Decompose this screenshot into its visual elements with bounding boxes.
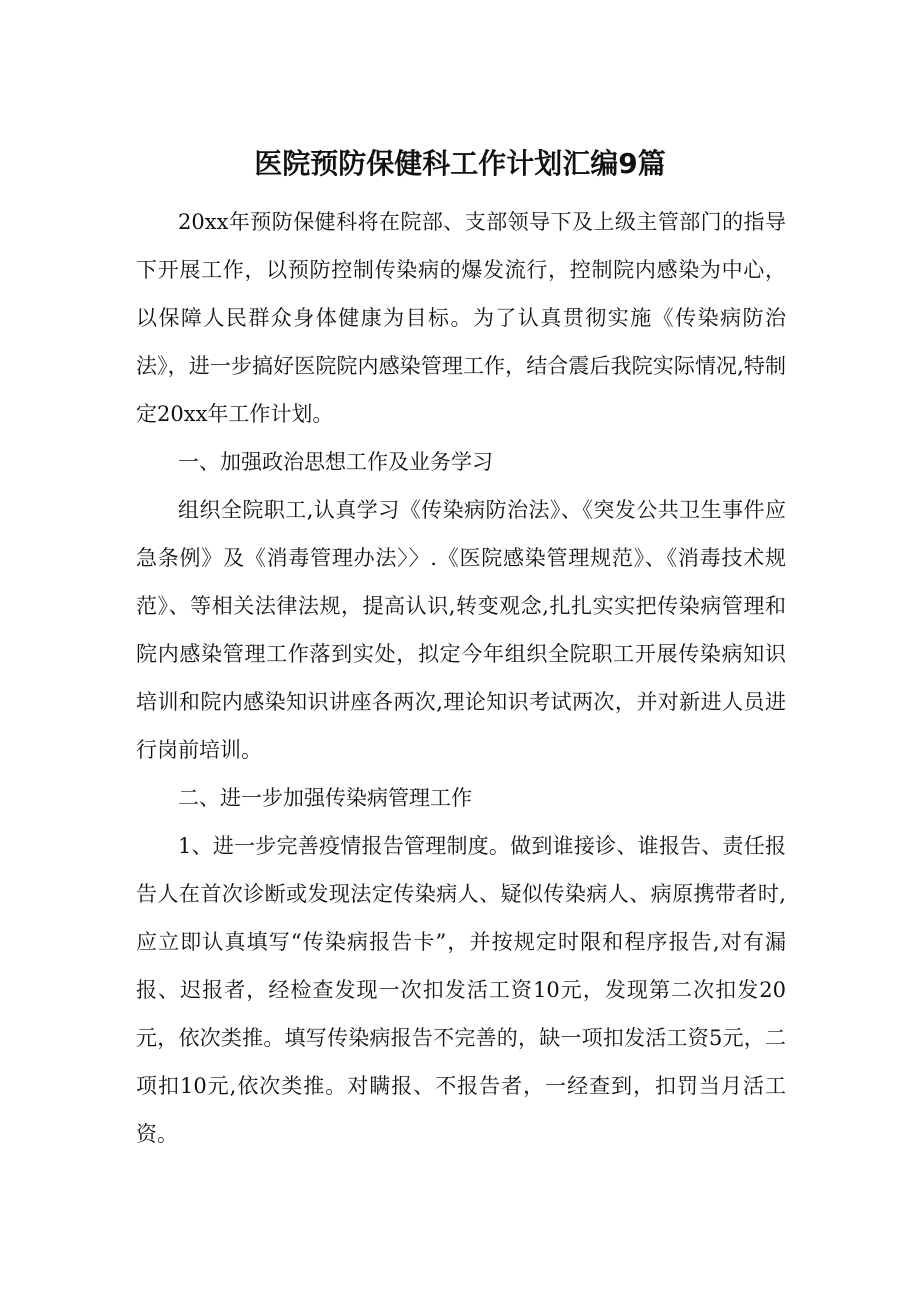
document-body <box>136 198 786 1158</box>
intro-paragraph: 20xx年预防保健科将在院部、支部领导下及上级主管部门的指导下开展工作，以预防控制传染病的爆发流行，控制院内感染为中心，以保障人民群众身体健康为目标。为了认真贯彻实施《传染病防治法》，进一步搞好医院院内感染管理工作，结合震后我院实际情况,特制定20xx年工作计划。 <box>136 210 786 426</box>
section-2-heading: 二、进一步加强传染病管理工作 <box>178 786 472 810</box>
section-1-paragraph: 组织全院职工,认真学习《传染病防治法》、《突发公共卫生事件应急条例》及《消毒管理办法〉〉.《医院感染管理规范》、《消毒技术规范》、等相关法律法规，提高认识,转变观念,扎扎实实把传染病管理和院内感染管理工作落到实处，拟定今年组织全院职工开展传染病知识培训和院内感染知识讲座各两次,理论知识考试两次，并对新进人员进行岗前培训。 <box>136 498 786 762</box>
section-2-paragraph: 1、进一步完善疫情报告管理制度。做到谁接诊、谁报告、责任报告人在首次诊断或发现法定传染病人、疑似传染病人、病原携带者时,应立即认真填写“传染病报告卡”，并按规定时限和程序报告,对有漏报、迟报者，经检查发现一次扣发活工资10元，发现第二次扣发20元，依次类推。填写传染病报告不完善的，缺一项扣发活工资5元，二项扣10元,依次类推。对瞒报、不报告者，一经查到，扣罚当月活工资。 <box>136 834 786 1146</box>
document-title: 医院预防保健科工作计划汇编9篇 <box>254 147 666 180</box>
section-1-heading: 一、加强政治思想工作及业务学习 <box>178 450 493 474</box>
